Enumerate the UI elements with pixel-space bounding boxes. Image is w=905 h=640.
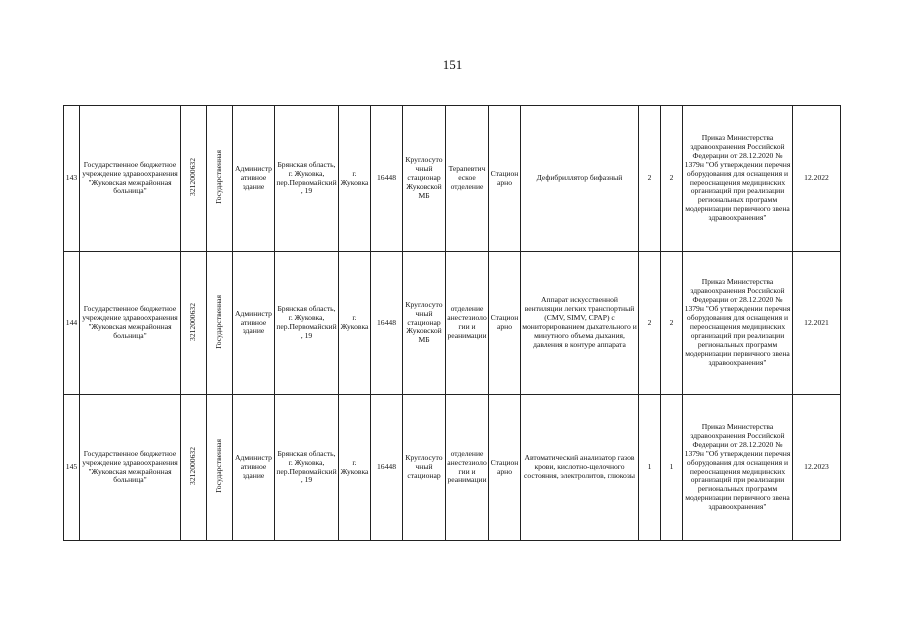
address-cell: Брянская область, г. Жуковка, пер.Первомайский, 19 — [275, 395, 339, 541]
department-cell: Терапевтическое отделение — [446, 106, 489, 252]
code-cell: 16448 — [371, 252, 403, 395]
row-number-cell: 145 — [64, 395, 80, 541]
city-cell: г. Жуковка — [339, 106, 371, 252]
building-cell: Административное здание — [233, 252, 275, 395]
address-cell: Брянская область, г. Жуковка, пер.Первомайский, 19 — [275, 252, 339, 395]
quantity-cell: 1 — [661, 395, 683, 541]
table-row — [64, 106, 841, 252]
organization-cell: Государственное бюджетное учреждение здравоохранения "Жуковская межрайонная больница" — [80, 106, 181, 252]
address-cell: Брянская область, г. Жуковка, пер.Первомайский, 19 — [275, 106, 339, 252]
unit-cell: Круглосуточный стационар Жуковской МБ — [403, 106, 446, 252]
table-row — [64, 252, 841, 395]
equipment-cell: Автоматический анализатор газов крови, кислотно-щелочного состояния, электролитов, глюкозы — [521, 395, 639, 541]
department-cell: отделение анестезиологии и реанимации — [446, 252, 489, 395]
quantity-cell: 2 — [661, 252, 683, 395]
table-row — [64, 395, 841, 541]
inn-cell — [181, 395, 207, 541]
city-cell: г. Жуковка — [339, 252, 371, 395]
ownership-text: Государственная — [214, 294, 224, 349]
equipment-cell: Аппарат искусственной вентиляции легких транспортный (CMV, SIMV, CPAP) с мониторированием дыхательного и минутного объема дыхания, давления в контуре аппарата — [521, 252, 639, 395]
organization-cell: Государственное бюджетное учреждение здравоохранения "Жуковская межрайонная больница" — [80, 395, 181, 541]
inn-text: 3212000632 — [188, 158, 198, 196]
care-type-cell: Стационарно — [489, 395, 521, 541]
ownership-text: Государственная — [214, 439, 224, 493]
equipment-table — [63, 105, 841, 541]
date-cell: 12.2021 — [793, 252, 841, 395]
page-number: 151 — [442, 57, 463, 72]
care-type-cell: Стационарно — [489, 106, 521, 252]
ownership-text: Государственная — [214, 150, 224, 204]
row-number-cell: 143 — [64, 106, 80, 252]
organization-cell: Государственное бюджетное учреждение здравоохранения "Жуковская межрайонная больница" — [80, 252, 181, 395]
legal-basis-cell: Приказ Министерства здравоохранения Российской Федерации от 28.12.2020 № 1379н "Об утверждении перечня оборудования для оснащения и переоснащения медицинских организаций при реализации региональных программ модернизации первичного звена здравоохранения" — [683, 252, 793, 395]
row-number-cell: 144 — [64, 252, 80, 395]
ownership-cell — [207, 395, 233, 541]
legal-basis-cell: Приказ Министерства здравоохранения Российской Федерации от 28.12.2020 № 1379н "Об утверждении перечня оборудования для оснащения и переоснащения медицинских организаций при реализации региональных программ модернизации первичного звена здравоохранения" — [683, 106, 793, 252]
care-type-cell: Стационарно — [489, 252, 521, 395]
equipment-cell: Дефибриллятор бифазный — [521, 106, 639, 252]
quantity-cell: 2 — [639, 106, 661, 252]
inn-cell — [181, 252, 207, 395]
department-cell: отделение анестезиологии и реанимации — [446, 395, 489, 541]
date-cell: 12.2023 — [793, 395, 841, 541]
quantity-cell: 1 — [639, 395, 661, 541]
quantity-cell: 2 — [661, 106, 683, 252]
city-cell: г. Жуковка — [339, 395, 371, 541]
ownership-cell — [207, 106, 233, 252]
building-cell: Административное здание — [233, 106, 275, 252]
inn-text: 3212000632 — [188, 447, 198, 485]
quantity-cell: 2 — [639, 252, 661, 395]
code-cell: 16448 — [371, 395, 403, 541]
code-cell: 16448 — [371, 106, 403, 252]
ownership-cell — [207, 252, 233, 395]
inn-text: 3212000632 — [188, 302, 198, 341]
unit-cell: Круглосуточный стационар Жуковской МБ — [403, 252, 446, 395]
date-cell: 12.2022 — [793, 106, 841, 252]
legal-basis-cell: Приказ Министерства здравоохранения Российской Федерации от 28.12.2020 № 1379н "Об утверждении перечня оборудования для оснащения и переоснащения медицинских организаций при реализации региональных программ модернизации первичного звена здравоохранения" — [683, 395, 793, 541]
building-cell: Административное здание — [233, 395, 275, 541]
inn-cell — [181, 106, 207, 252]
unit-cell: Круглосуточный стационар — [403, 395, 446, 541]
